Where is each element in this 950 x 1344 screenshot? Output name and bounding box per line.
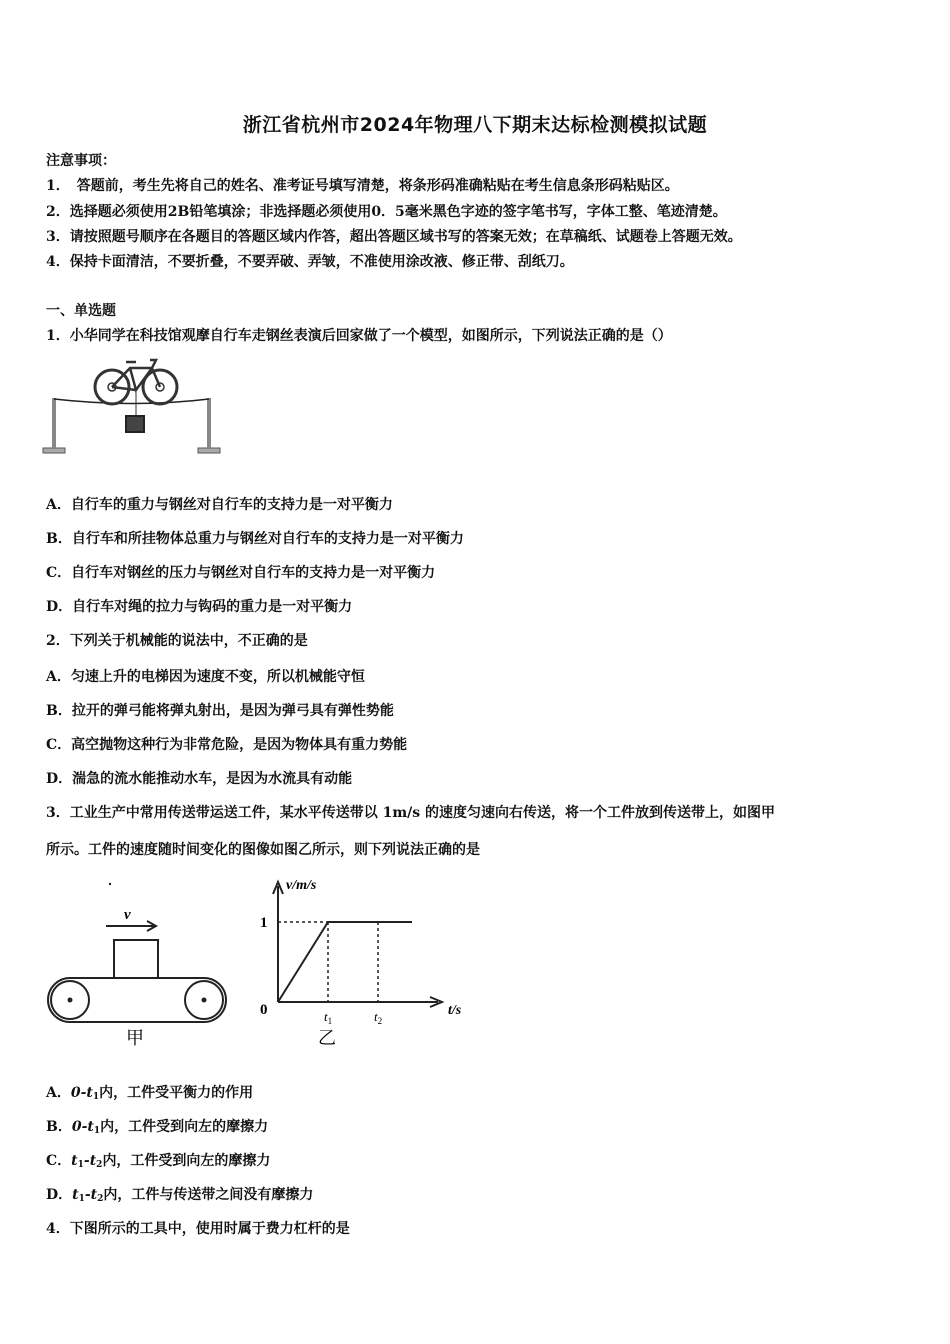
t2-label: $t_2$ [374,1009,383,1026]
q1-option-b: B．自行车和所挂物体总重力与钢丝对自行车的支持力是一对平衡力 [46,531,464,547]
q1-option-c: C．自行车对钢丝的压力与钢丝对自行车的支持力是一对平衡力 [46,565,436,581]
velocity-label: v [124,907,131,923]
q3-option-d: D．$t_1-t_2$内，工件与传送带之间没有摩擦力 [46,1187,314,1204]
notice-item-2: 2．选择题必须使用2B铅笔填涂；非选择题必须使用0．5毫米黑色字迹的签字笔书写，字体工整、笔迹清楚。 [46,204,727,220]
conveyor-belt-figure [40,874,240,1054]
stray-dot [109,883,111,885]
q2-option-b: B．拉开的弹弓能将弹丸射出，是因为弹弓具有弹性势能 [46,703,394,719]
q3-option-a: A．$0-t_1$内，工件受平衡力的作用 [46,1085,254,1102]
notice-item-1: 1． 答题前，考生先将自己的姓名、准考证号填写清楚，将条形码准确粘贴在考生信息条形码粘贴区。 [46,178,679,194]
notice-item-3: 3．请按照题号顺序在各题目的答题区域内作答，超出答题区域书写的答案无效；在草稿纸、试题卷上答题无效。 [46,229,742,245]
q4-stem: 4．下图所示的工具中，使用时属于费力杠杆的是 [46,1221,350,1237]
figure-b-caption: 乙 [318,1028,336,1048]
q2-option-d: D．湍急的流水能推动水车，是因为水流具有动能 [46,771,353,787]
bicycle-wire-figure [40,352,225,455]
q3-option-c: C．$t_1-t_2$内，工件受到向左的摩擦力 [46,1153,271,1170]
y-tick-1: 1 [260,915,268,931]
q1-option-d: D．自行车对绳的拉力与钩码的重力是一对平衡力 [46,599,353,615]
q2-option-c: C．高空抛物这种行为非常危险，是因为物体具有重力势能 [46,737,408,753]
t1-label: $t_1$ [324,1009,333,1026]
q3-stem-line2: 所示。工件的速度随时间变化的图像如图乙所示，则下列说法正确的是 [46,842,480,858]
q3-option-b: B．$0-t_1$内，工件受到向左的摩擦力 [46,1119,269,1136]
origin-label: 0 [260,1002,268,1018]
notice-item-4: 4．保持卡面清洁，不要折叠，不要弄破、弄皱，不准使用涂改液、修正带、刮纸刀。 [46,254,574,270]
velocity-curve [278,922,412,1002]
figure-a-caption: 甲 [126,1028,144,1048]
workpiece-block [114,940,158,978]
section-heading: 一、单选题 [46,303,116,319]
q1-option-a: A．自行车的重力与钢丝对自行车的支持力是一对平衡力 [46,497,393,513]
notice-heading: 注意事项： [46,153,116,169]
velocity-time-graph [252,874,482,1054]
x-axis-label: t/s [448,1003,462,1018]
q2-option-a: A．匀速上升的电梯因为速度不变，所以机械能守恒 [46,669,365,685]
belt [48,978,226,1022]
page-title: 浙江省杭州市2024年物理八下期末达标检测模拟试题 [242,114,708,136]
q3-stem-line1: 3．工业生产中常用传送带运送工件，某水平传送带以 1m/s 的速度匀速向右传送，将一个工件放到传送带上，如图甲 [46,805,776,821]
y-axis-label: v/m/s [286,878,317,893]
q1-stem: 1．小华同学在科技馆观摩自行车走钢丝表演后回家做了一个模型，如图所示，下列说法正确的是（） [46,328,672,344]
q2-stem: 2．下列关于机械能的说法中，不正确的是 [46,633,308,649]
